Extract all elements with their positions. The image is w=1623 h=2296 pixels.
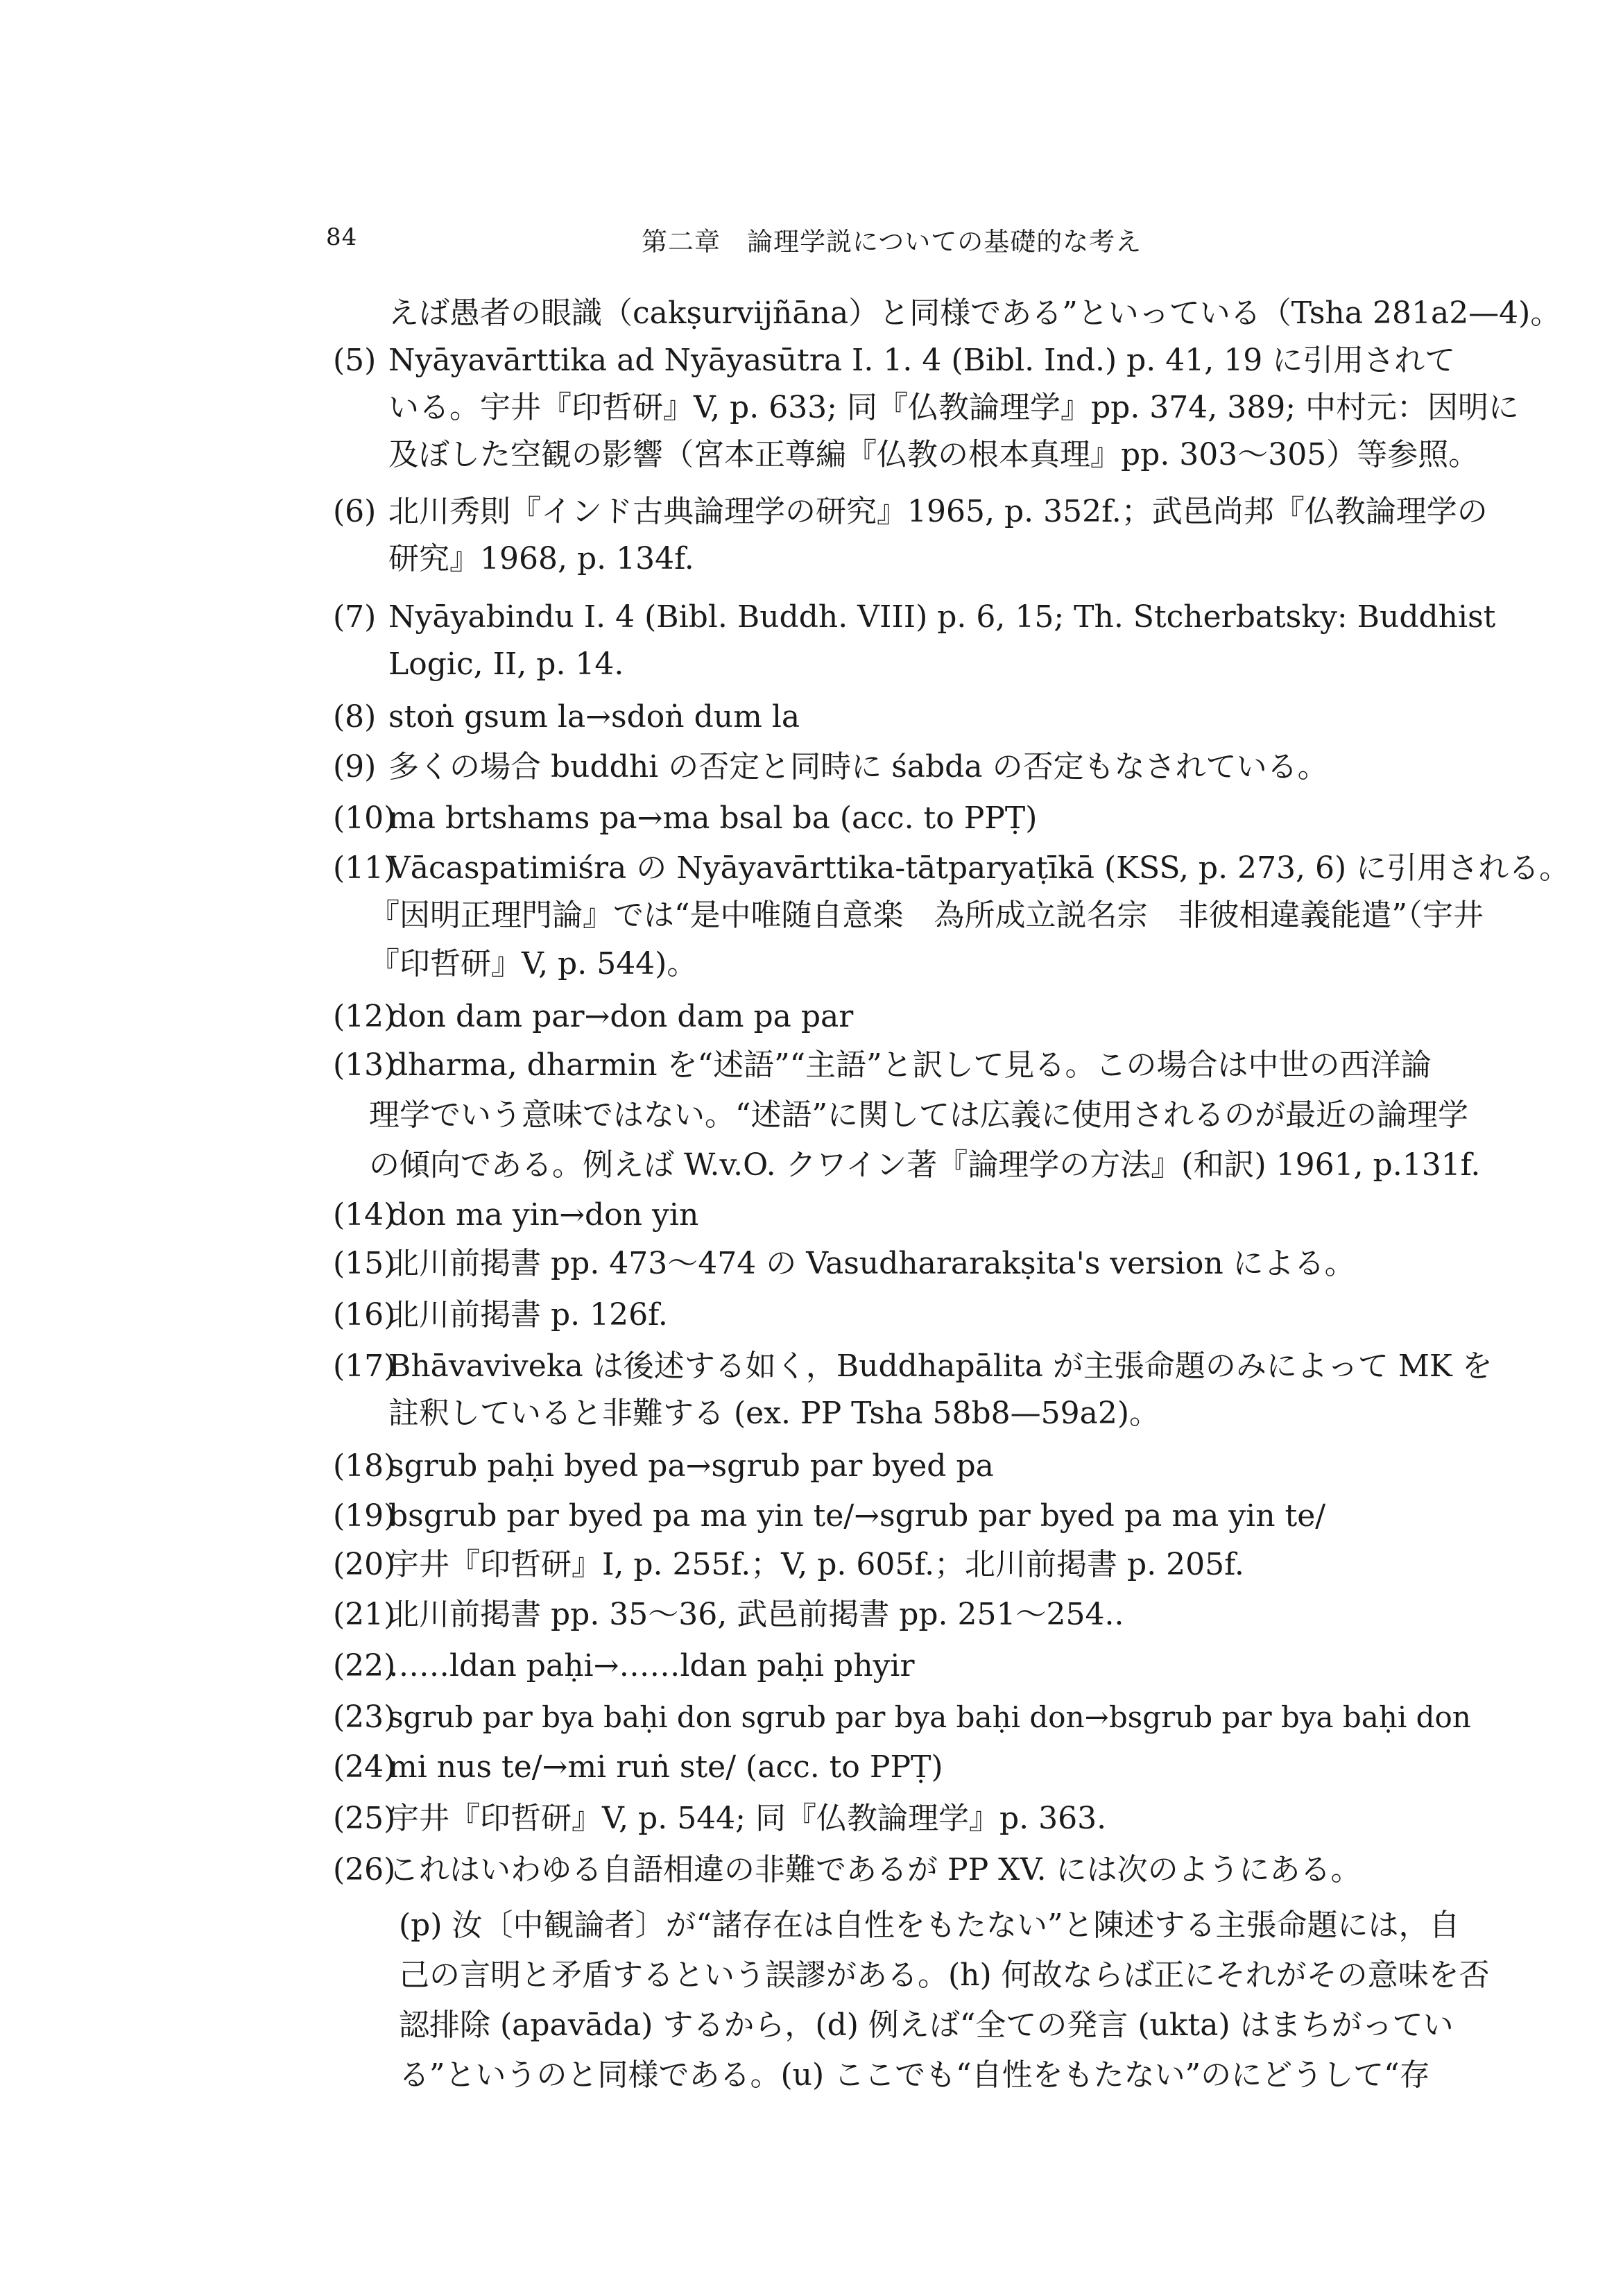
footnote-text: いる。宇井『印哲研』V, p. 633; 同『仏教論理学』pp. 374, 389; 中村元：因明に — [388, 390, 1520, 425]
footnote-number: (26) — [333, 1852, 396, 1887]
footnote-text: の傾向である。例えば W.v.O. クワイン著『論理学の方法』(和訳) 1961, p.131f. — [369, 1147, 1481, 1183]
footnote-number: (17) — [333, 1348, 396, 1384]
footnote-number: (8) — [333, 699, 377, 735]
footnote-text: Vācaspatimiśra の Nyāyavārttika-tātparyaṭīkā (KSS, p. 273, 6) に引用される。 — [388, 850, 1570, 886]
footnote-text: 北川前掲書 pp. 473〜474 の Vasudhararakṣita's version による。 — [388, 1246, 1355, 1281]
quote-line: (p) 汝〔中観論者〕が“諸存在は自性をもたない”と陳述する主張命題には，自 — [399, 1908, 1460, 1943]
footnote-text: Bhāvaviveka は後述する如く，Buddhapālita が主張命題のみによって MK を — [388, 1348, 1493, 1384]
footnote-text: これはいわゆる自語相違の非難であるが PP XV. には次のようにある。 — [388, 1852, 1362, 1887]
footnote-text: ……ldan paḥi→……ldan paḥi phyir — [388, 1648, 915, 1684]
footnote-number: (5) — [333, 343, 377, 378]
footnote-text: 宇井『印哲研』I, p. 255f.；V, p. 605f.；北川前掲書 p. 205f. — [388, 1547, 1244, 1582]
footnote-number: (16) — [333, 1297, 396, 1333]
footnote-number: (21) — [333, 1597, 396, 1632]
footnote-number: (19) — [333, 1498, 396, 1534]
footnote-text: ma brtshams pa→ma bsal ba (acc. to PPṬ) — [388, 800, 1038, 836]
footnote-text: 『印哲研』V, p. 544)。 — [369, 946, 698, 982]
footnote-text: 北川前掲書 pp. 35〜36, 武邑前掲書 pp. 251〜254.. — [388, 1597, 1124, 1632]
footnote-number: (10) — [333, 800, 396, 836]
footnote-text: mi nus te/→mi ruṅ ste/ (acc. to PPṬ) — [388, 1749, 943, 1785]
footnote-text: Nyāyabindu I. 4 (Bibl. Buddh. VIII) p. 6, 15; Th. Stcherbatsky: Buddhist — [388, 599, 1496, 635]
footnote-number: (11) — [333, 850, 396, 886]
footnote-text: don dam par→don dam pa par — [388, 999, 854, 1034]
footnote-text: 北川前掲書 p. 126f. — [388, 1297, 668, 1333]
footnote-text: 多くの場合 buddhi の否定と同時に śabda の否定もなされている。 — [388, 749, 1328, 785]
footnote-number: (7) — [333, 599, 377, 635]
footnote-text: don ma yin→don yin — [388, 1197, 699, 1233]
running-title: 第二章 論理学説についての基礎的な考え — [642, 227, 1142, 257]
footnote-number: (9) — [333, 749, 377, 785]
footnote-text: stoṅ gsum la→sdoṅ dum la — [388, 699, 800, 735]
page-number: 84 — [326, 223, 358, 251]
footnote-text: Nyāyavārttika ad Nyāyasūtra I. 1. 4 (Bibl. Ind.) p. 41, 19 に引用されて — [388, 343, 1456, 378]
footnote-text: bsgrub par byed pa ma yin te/→sgrub par byed pa ma yin te/ — [388, 1498, 1326, 1534]
footnote-number: (6) — [333, 494, 377, 529]
footnote-text: 『因明正理門論』では“是中唯随自意楽 為所成立説名宗 非彼相違義能遣”（宇井 — [369, 898, 1484, 933]
footnote-text: sgrub par bya baḥi don sgrub par bya baḥi don→bsgrub par bya baḥi don — [388, 1700, 1471, 1734]
quote-line: 己の言明と矛盾するという誤謬がある。(h) 何故ならば正にそれがその意味を否 — [399, 1957, 1490, 1993]
footnote-number: (15) — [333, 1246, 396, 1281]
footnote-text: dharma, dharmin を“述語”“主語”と訳して見る。この場合は中世の西洋論 — [388, 1047, 1432, 1083]
quote-line: る”というのと同様である。(u) ここでも“自性をもたない”のにどうして“存 — [399, 2057, 1430, 2093]
footnote-number: (14) — [333, 1197, 396, 1233]
footnote-text: 理学でいう意味ではない。“述語”に関しては広義に使用されるのが最近の論理学 — [369, 1097, 1468, 1133]
footnote-number: (18) — [333, 1448, 396, 1484]
footnote-text: 北川秀則『インド古典論理学の研究』1965, p. 352f.；武邑尚邦『仏教論理学の — [388, 494, 1488, 529]
footnote-text: 註釈していると非難する (ex. PP Tsha 58b8—59a2)。 — [388, 1396, 1160, 1431]
footnote-number: (22) — [333, 1648, 396, 1684]
footnote-number: (12) — [333, 999, 396, 1034]
footnote-number: (13) — [333, 1047, 396, 1083]
continuation-line: えば愚者の眼識（cakṣurvijñāna）と同様である”といっている（Tsha 281a2—4)。 — [388, 295, 1561, 331]
quote-line: 認排除 (apavāda) するから，(d) 例えば“全ての発言 (ukta) はまちがってい — [399, 2007, 1454, 2043]
footnote-text: 宇井『印哲研』V, p. 544; 同『仏教論理学』p. 363. — [388, 1801, 1107, 1836]
footnote-text: 及ぼした空観の影響（宮本正尊編『仏教の根本真理』pp. 303〜305）等参照。 — [388, 437, 1479, 472]
footnote-text: Logic, II, p. 14. — [388, 646, 624, 682]
footnote-text: sgrub paḥi byed pa→sgrub par byed pa — [388, 1448, 994, 1484]
footnote-number: (24) — [333, 1749, 396, 1785]
footnote-number: (25) — [333, 1801, 396, 1836]
footnote-text: 研究』1968, p. 134f. — [388, 541, 694, 576]
footnote-number: (23) — [333, 1699, 396, 1735]
footnote-number: (20) — [333, 1547, 396, 1582]
